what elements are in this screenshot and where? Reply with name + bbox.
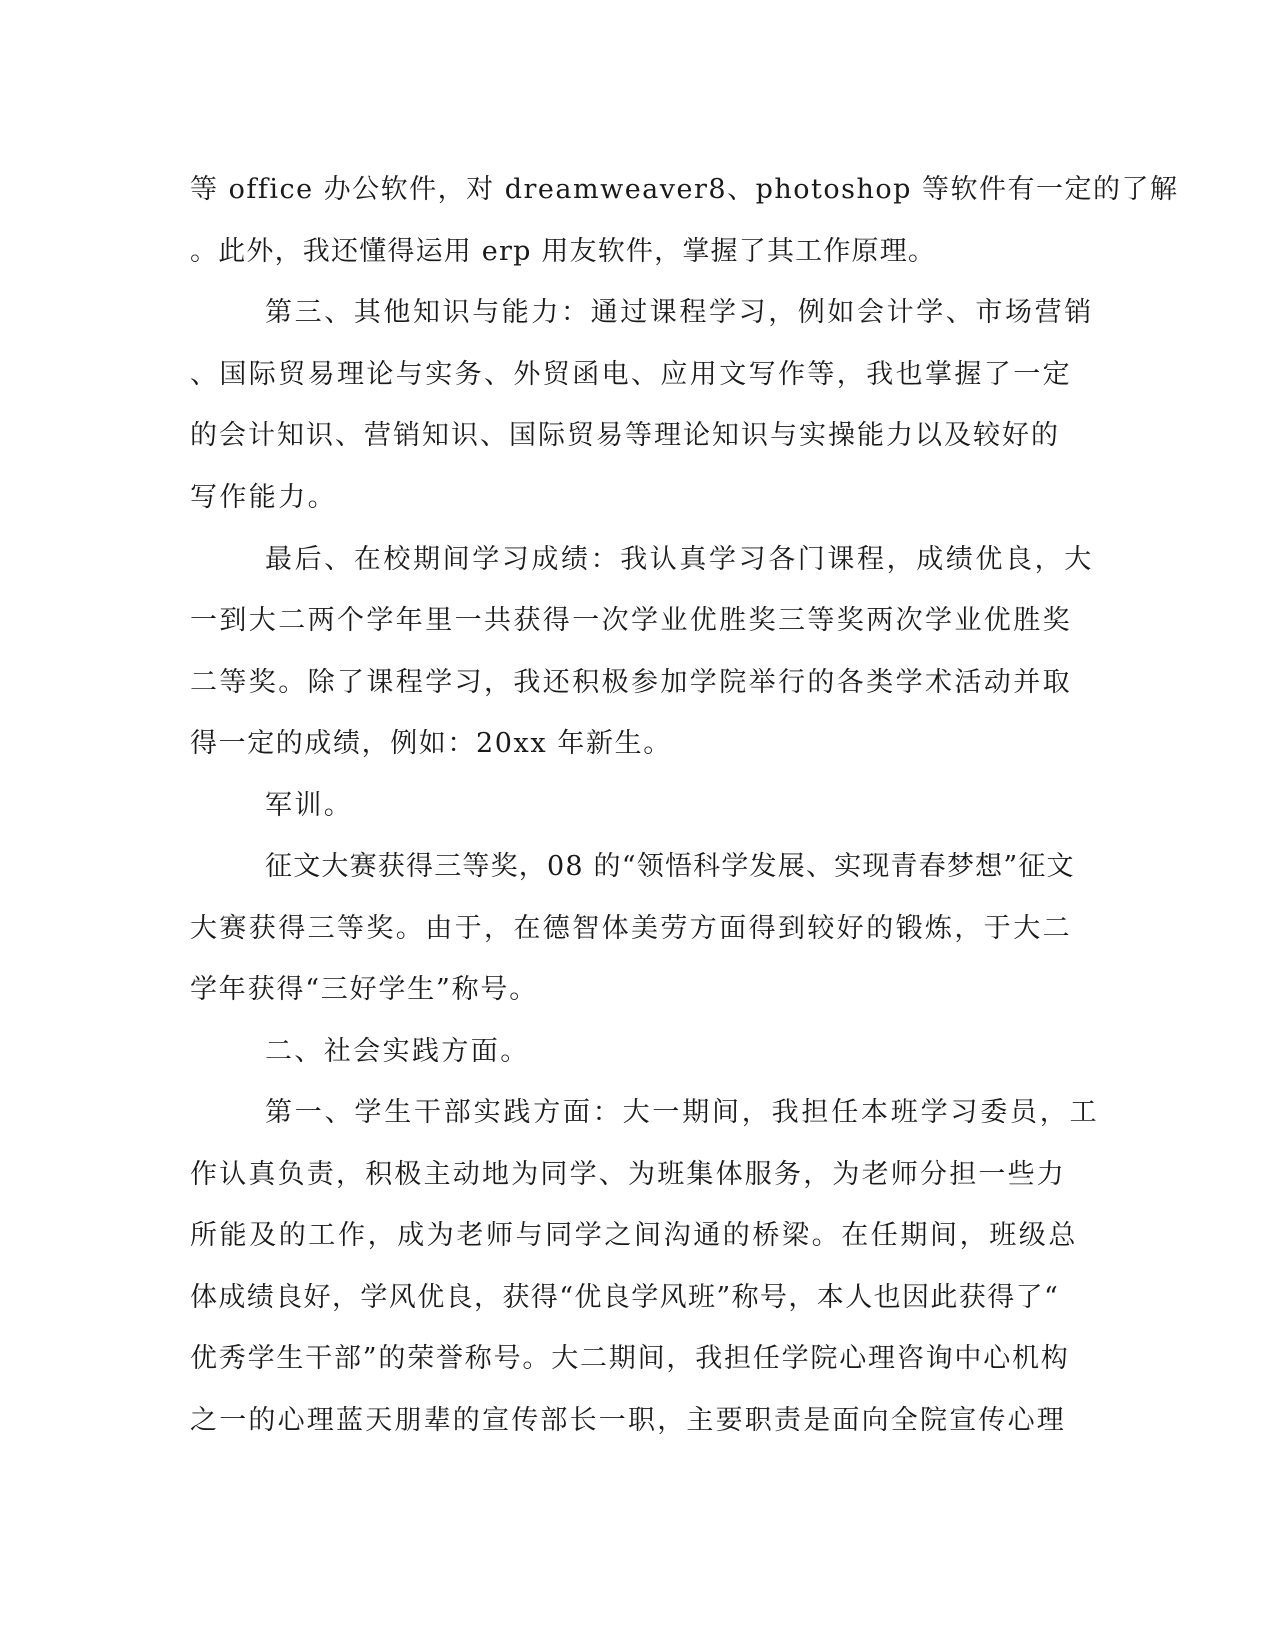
section-heading: 二、社会实践方面。 <box>265 1036 530 1067</box>
paragraph-start-line: 征文大赛获得三等奖，08 的“领悟科学发展、实现青春梦想”征文 <box>265 851 1075 882</box>
paragraph-start-line: 最后、在校期间学习成绩：我认真学习各门课程，成绩优良，大 <box>265 544 1094 575</box>
text-line: 大赛获得三等奖。由于，在德智体美劳方面得到较好的锻炼，于大二 <box>190 913 1072 944</box>
text-line: 之一的心理蓝天朋辈的宣传部长一职，主要职责是面向全院宣传心理 <box>190 1405 1066 1436</box>
text-line: 。此外，我还懂得运用 erp 用友软件，掌握了其工作原理。 <box>190 236 937 267</box>
paragraph-start-line: 第一、学生干部实践方面：大一期间，我担任本班学习委员，工 <box>265 1097 1100 1128</box>
text-line: 体成绩良好，学风优良，获得“优良学风班”称号，本人也因此获得了“ <box>190 1282 1060 1313</box>
text-line: 二等奖。除了课程学习，我还积极参加学院举行的各类学术活动并取 <box>190 667 1072 698</box>
paragraph-start-line: 军训。 <box>265 790 354 821</box>
text-line: 得一定的成绩，例如：20xx 年新生。 <box>190 728 672 759</box>
text-line: 等 office 办公软件，对 dreamweaver8、photoshop 等软件有一定的了解 <box>190 174 1179 205</box>
text-line: 一到大二两个学年里一共获得一次学业优胜奖三等奖两次学业优胜奖 <box>190 605 1072 636</box>
text-line: 的会计知识、营销知识、国际贸易等理论知识与实操能力以及较好的 <box>190 420 1060 451</box>
text-line: 写作能力。 <box>190 482 337 513</box>
text-line: 、国际贸易理论与实务、外贸函电、应用文写作等，我也掌握了一定 <box>190 359 1072 390</box>
text-line: 学年获得“三好学生”称号。 <box>190 974 539 1005</box>
text-line: 所能及的工作，成为老师与同学之间沟通的桥梁。在任期间，班级总 <box>190 1220 1078 1251</box>
text-line: 优秀学生干部”的荣誉称号。大二期间，我担任学院心理咨询中心机构 <box>190 1343 1070 1374</box>
text-line: 作认真负责，积极主动地为同学、为班集体服务，为老师分担一些力 <box>190 1159 1066 1190</box>
paragraph-start-line: 第三、其他知识与能力：通过课程学习，例如会计学、市场营销 <box>265 297 1094 328</box>
